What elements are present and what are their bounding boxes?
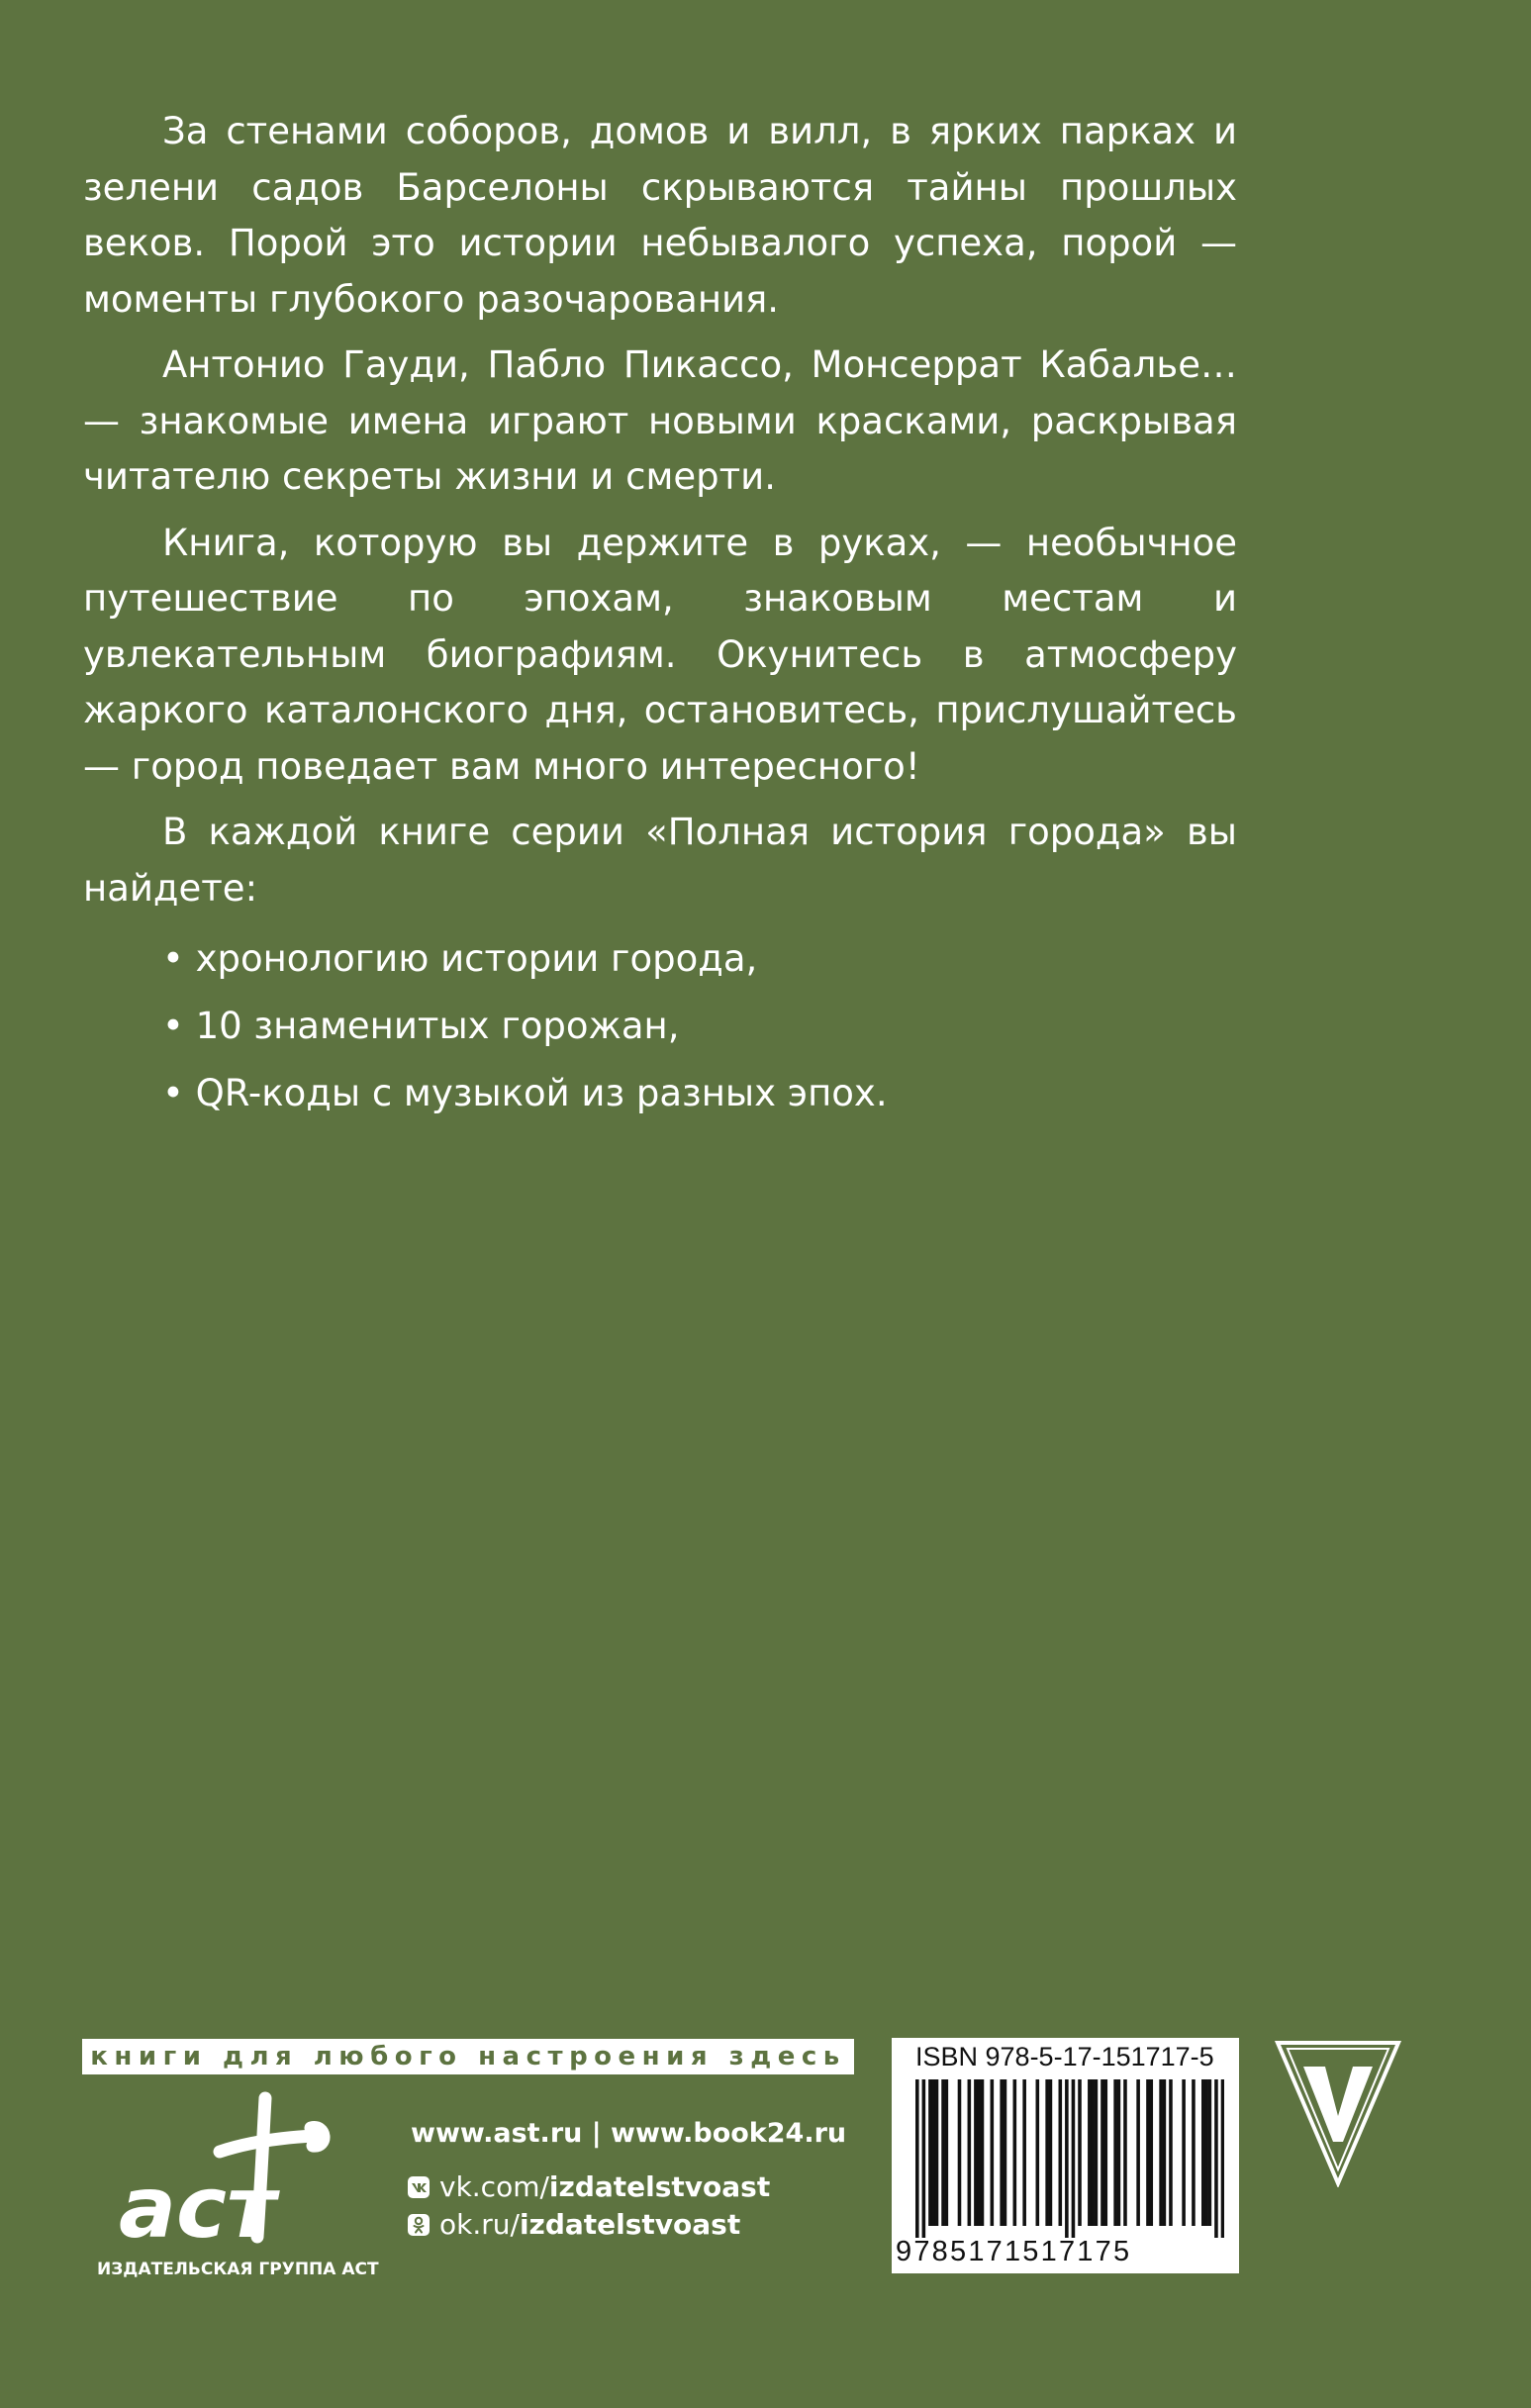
barcode-bar (1004, 2079, 1007, 2226)
ok-prefix: ok.ru/ (439, 2208, 520, 2241)
barcode-bar (928, 2079, 932, 2226)
barcode-bar (1117, 2079, 1121, 2226)
barcode-bar (941, 2079, 945, 2226)
websites[interactable]: www.ast.ru | www.book24.ru (411, 2118, 847, 2149)
barcode-bar (1136, 2079, 1140, 2226)
barcode-bar (981, 2079, 985, 2226)
ean-digits: 9785171517175 (896, 2236, 1132, 2267)
barcode-bar (1049, 2079, 1053, 2226)
vk-prefix: vk.com/ (439, 2170, 549, 2203)
blurb-paragraph-3: Книга, которую вы держите в руках, — необычное путешествие по эпохам, знаковым местам и увлекательным биографиям. Окунитесь в атмосферу жаркого каталонского дня, остановитесь, прислушайтесь — город поведает вам много интересного! (83, 521, 1237, 788)
barcode-bar (1192, 2079, 1196, 2226)
barcode-bar (1000, 2079, 1004, 2226)
series-tagline: книги для любого настроения здесь (82, 2039, 854, 2074)
barcode-bar (1146, 2079, 1150, 2226)
barcode-bar (1201, 2079, 1205, 2226)
barcode-bar (1100, 2079, 1104, 2226)
barcode-bar (931, 2079, 935, 2226)
barcode-bar (945, 2079, 949, 2226)
barcode-bar (935, 2079, 939, 2226)
barcode-bar (1072, 2079, 1076, 2238)
barcode-bar (1022, 2079, 1026, 2226)
barcode-bar (1078, 2079, 1082, 2226)
barcode (915, 2079, 1224, 2238)
blurb-paragraph-4: В каждой книге серии «Полная история города» вы найдете: (83, 811, 1237, 910)
barcode-bar (1208, 2079, 1212, 2226)
barcode-bar (1088, 2079, 1092, 2226)
feature-item-2: • 10 знаменитых горожан, (162, 998, 1237, 1055)
barcode-bar (977, 2079, 981, 2226)
v-series-logo (1274, 2039, 1402, 2187)
ast-logo-lettering: аст (119, 2159, 276, 2247)
barcode-bar (1159, 2079, 1163, 2226)
ok-handle: izdatelstvoast (519, 2208, 741, 2241)
vk-handle: izdatelstvoast (548, 2170, 771, 2203)
barcode-bar (1059, 2079, 1063, 2226)
barcode-bar (968, 2079, 972, 2226)
blurb-text (83, 104, 1237, 1132)
publisher-caption: ИЗДАТЕЛЬСКАЯ ГРУППА АСТ (97, 2260, 379, 2279)
barcode-bar (1113, 2079, 1117, 2226)
barcode-bar (958, 2079, 962, 2226)
barcode-bar (1221, 2079, 1224, 2238)
features-list (83, 930, 1237, 1122)
feature-item-1: • хронологию истории города, (162, 930, 1237, 988)
barcode-bar (1045, 2079, 1049, 2226)
barcode-bar (1204, 2079, 1208, 2226)
barcode-bar (1169, 2079, 1173, 2226)
isbn-barcode-panel (892, 2038, 1239, 2273)
barcode-bar (1214, 2079, 1218, 2238)
vk-icon (408, 2176, 430, 2198)
barcode-bar (1095, 2079, 1099, 2226)
ast-logo (117, 2088, 335, 2247)
blurb-paragraph-1: За стенами соборов, домов и вилл, в ярких парках и зелени садов Барселоны скрываются тайны прошлых веков. Порой это истории небывалого успеха, порой — моменты глубокого разочарования. (83, 110, 1237, 321)
vk-link[interactable] (408, 2170, 770, 2203)
barcode-bar (1149, 2079, 1153, 2226)
ok-icon (408, 2214, 430, 2236)
barcode-bar (1103, 2079, 1107, 2226)
ok-link[interactable] (408, 2208, 740, 2241)
feature-item-3: • QR-коды с музыкой из разных эпох. (162, 1065, 1237, 1122)
barcode-bar (922, 2079, 926, 2238)
barcode-bar (1163, 2079, 1167, 2226)
barcode-bar (1091, 2079, 1095, 2226)
barcode-bar (1013, 2079, 1017, 2226)
barcode-bar (1065, 2079, 1069, 2238)
barcode-bar (1182, 2079, 1186, 2226)
barcode-bar (915, 2079, 919, 2238)
barcode-bar (991, 2079, 995, 2226)
barcode-bar (1123, 2079, 1127, 2226)
barcode-bar (974, 2079, 978, 2226)
isbn-label: ISBN 978-5-17-151717-5 (915, 2042, 1214, 2071)
barcode-bar (1036, 2079, 1040, 2226)
blurb-paragraph-2: Антонио Гауди, Пабло Пикассо, Монсеррат Кабалье… — знакомые имена играют новыми красками, раскрывая читателю секреты жизни и смерти. (83, 343, 1237, 498)
